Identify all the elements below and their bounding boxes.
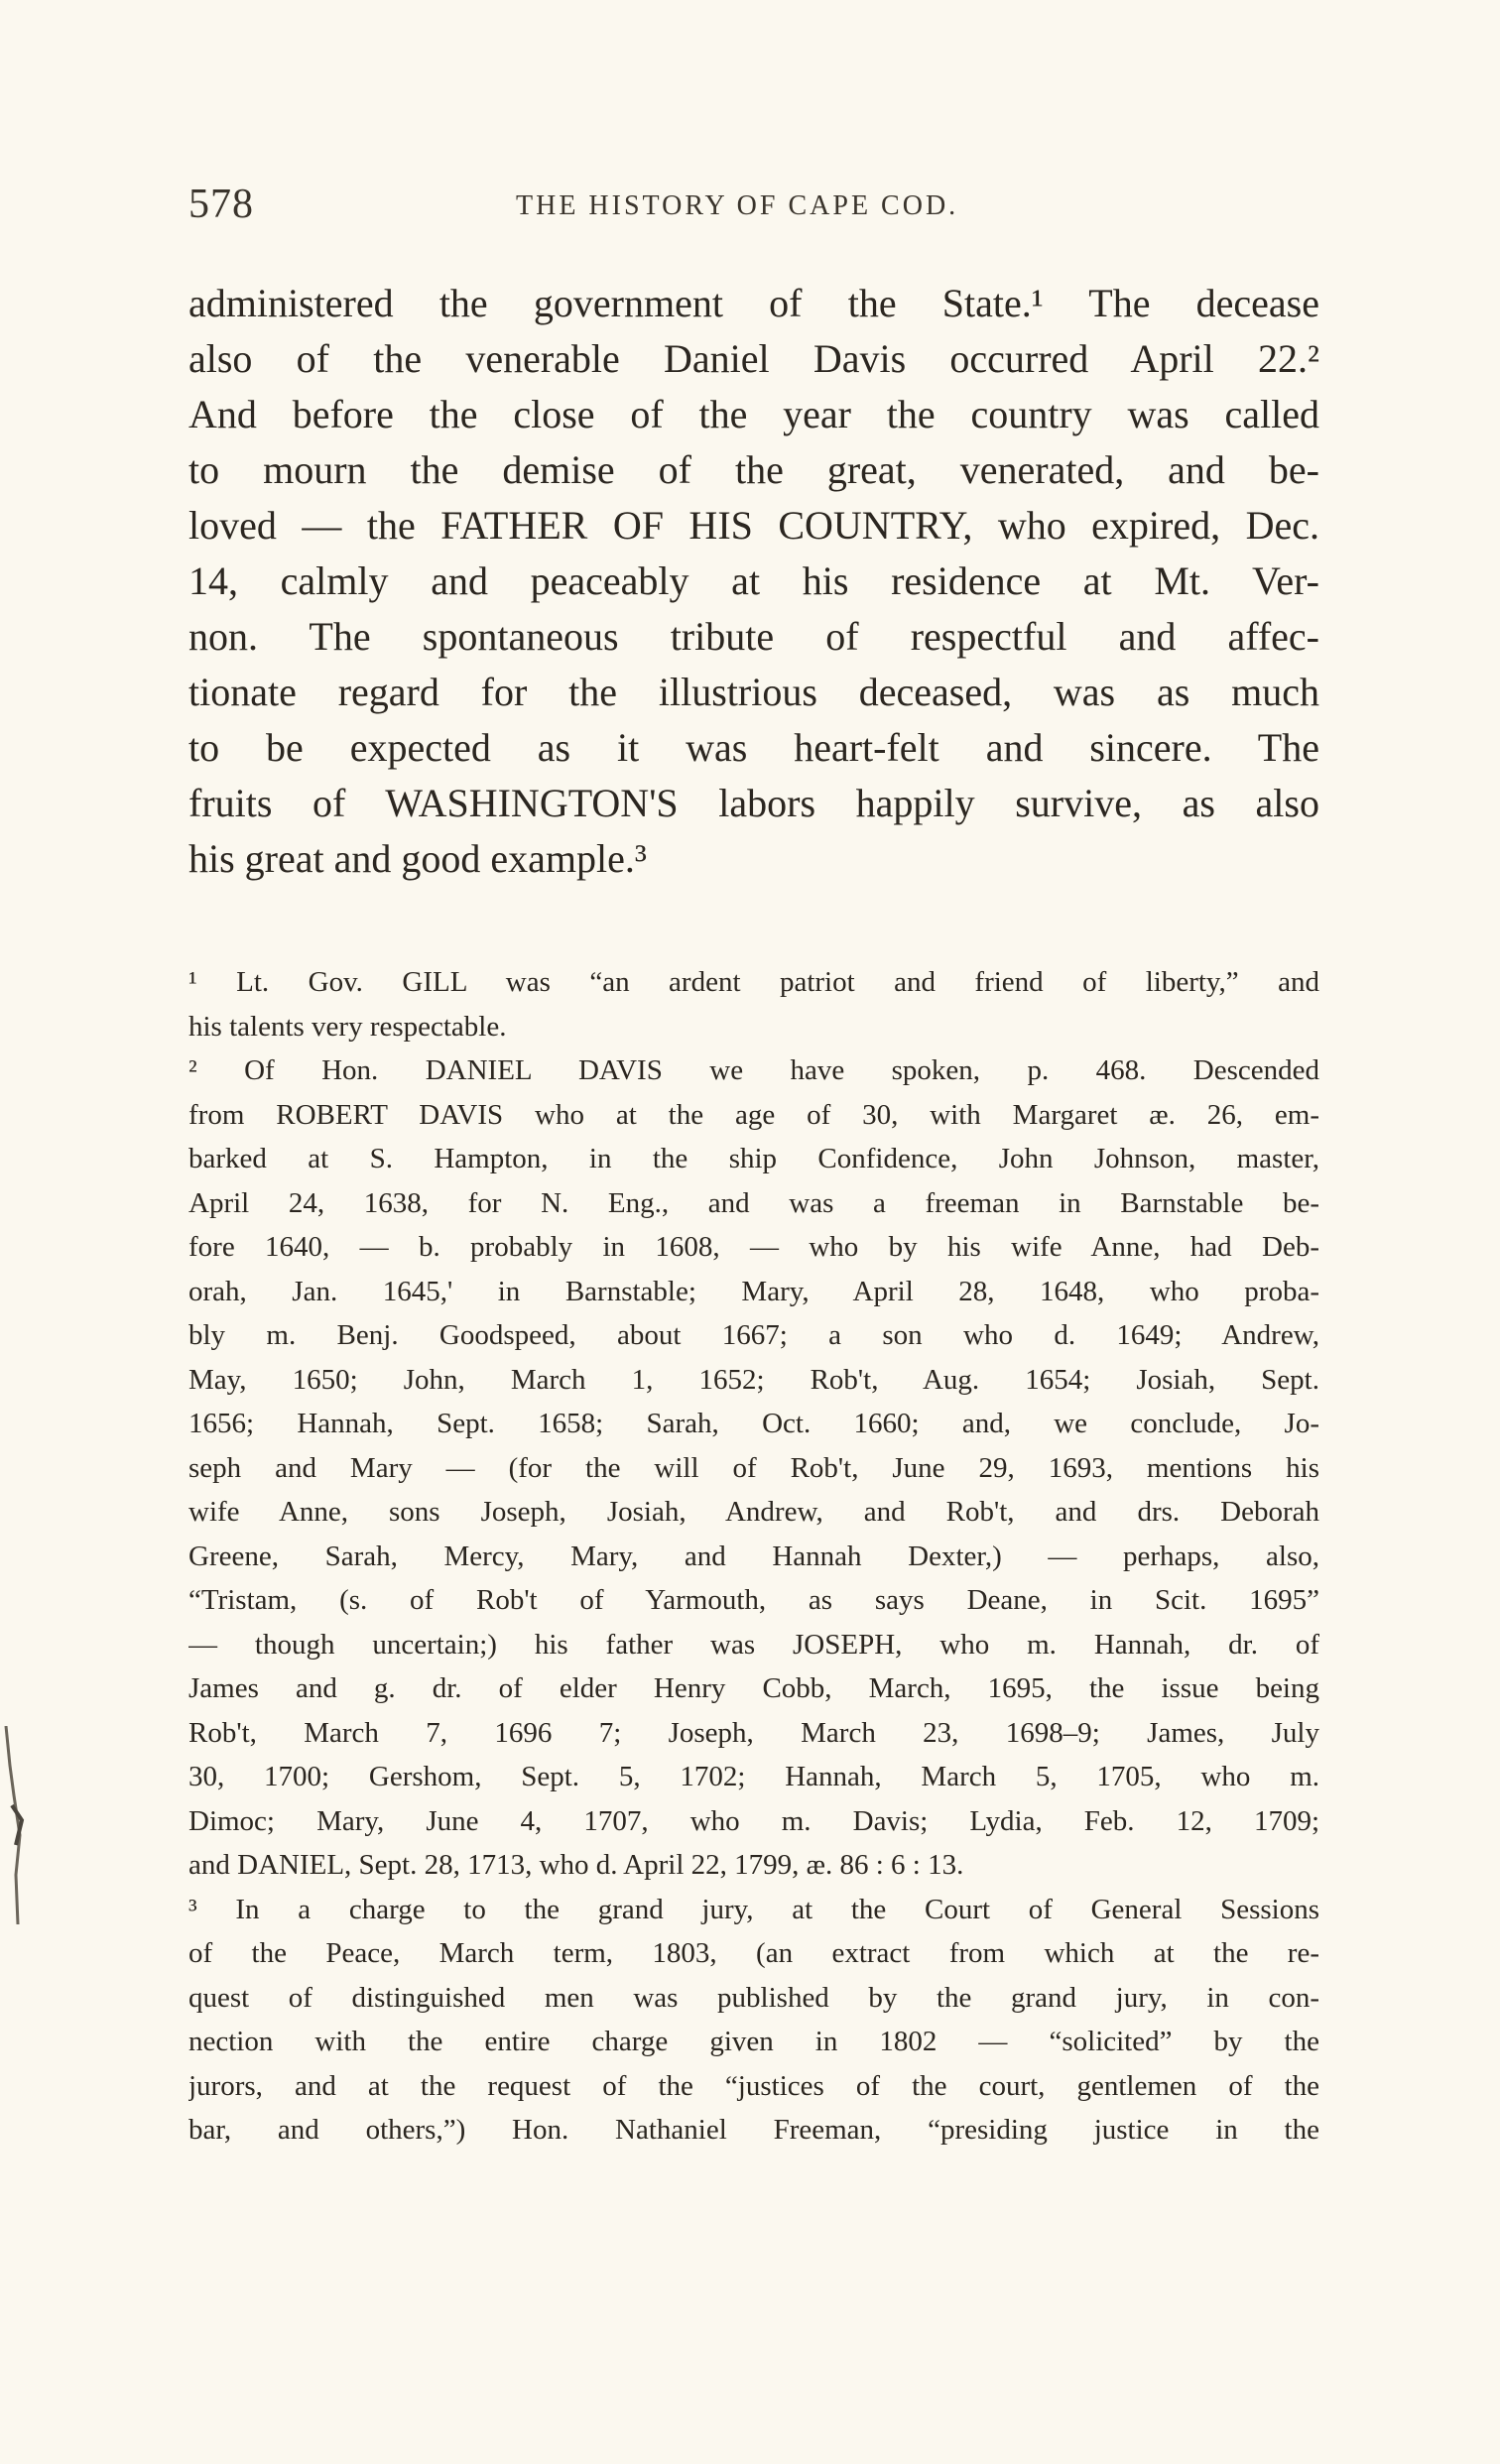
footnote-line: James and g. dr. of elder Henry Cobb, March, 1695, the issue being <box>188 1672 1319 1704</box>
body-line: also of the venerable Daniel Davis occurred April 22.² <box>188 336 1319 381</box>
body-line: 14, calmly and peaceably at his residence at Mt. Ver- <box>188 558 1319 603</box>
body-line: non. The spontaneous tribute of respectful and affec- <box>188 614 1319 659</box>
footnote-line: jurors, and at the request of the “justices of the court, gentlemen of the <box>188 2069 1319 2102</box>
body-line: And before the close of the year the country was called <box>188 392 1319 436</box>
footnote-line: barked at S. Hampton, in the ship Confidence, John Johnson, master, <box>188 1143 1319 1174</box>
footnote-line: and DANIEL, Sept. 28, 1713, who d. April 22, 1799, æ. 86 : 6 : 13. <box>188 1849 964 1881</box>
footnote-line: 30, 1700; Gershom, Sept. 5, 1702; Hannah, March 5, 1705, who m. <box>188 1761 1319 1792</box>
body-line: administered the government of the State.¹ The decease <box>188 281 1319 325</box>
footnote-line: “Tristam, (s. of Rob't of Yarmouth, as says Deane, in Scit. 1695” <box>188 1584 1319 1616</box>
footnote-line: ³ In a charge to the grand jury, at the Court of General Sessions <box>188 1893 1319 1925</box>
footnote-line: ² Of Hon. DANIEL DAVIS we have spoken, p. 468. Descended <box>188 1054 1319 1086</box>
footnote-line: bly m. Benj. Goodspeed, about 1667; a son who d. 1649; Andrew, <box>188 1319 1319 1351</box>
footnote-line: fore 1640, — b. probably in 1608, — who by his wife Anne, had Deb- <box>188 1231 1319 1263</box>
footnote-line: quest of distinguished men was published by the grand jury, in con- <box>188 1981 1319 2014</box>
footnotes <box>188 960 1319 2153</box>
body-line: to mourn the demise of the great, venerated, and be- <box>188 447 1319 492</box>
footnote-line: April 24, 1638, for N. Eng., and was a freeman in Barnstable be- <box>188 1186 1319 1219</box>
footnote-line: of the Peace, March term, 1803, (an extract from which at the re- <box>188 1937 1319 1969</box>
running-title: THE HISTORY OF CAPE COD. <box>516 190 959 221</box>
footnote-line: orah, Jan. 1645,' in Barnstable; Mary, April 28, 1648, who proba- <box>188 1275 1319 1307</box>
body-line: fruits of WASHINGTON'S labors happily survive, as also <box>188 781 1319 825</box>
footnote-line: Dimoc; Mary, June 4, 1707, who m. Davis; Lydia, Feb. 12, 1709; <box>188 1804 1319 1837</box>
body-line: his great and good example.³ <box>188 836 647 881</box>
footnote-line: Greene, Sarah, Mercy, Mary, and Hannah Dexter,) — perhaps, also, <box>188 1540 1319 1572</box>
running-head <box>188 181 1319 240</box>
footnote-line: nection with the entire charge given in 1802 — “solicited” by the <box>188 2026 1319 2057</box>
footnote-line: seph and Mary — (for the will of Rob't, June 29, 1693, mentions his <box>188 1451 1319 1484</box>
footnote-line: Rob't, March 7, 1696 7; Joseph, March 23, 1698–9; James, July <box>188 1716 1319 1749</box>
footnote-line: wife Anne, sons Joseph, Josiah, Andrew, and Rob't, and drs. Deborah <box>188 1496 1319 1528</box>
body-line: tionate regard for the illustrious deceased, was as much <box>188 670 1319 714</box>
body-line: loved — the FATHER OF HIS COUNTRY, who expired, Dec. <box>188 503 1319 548</box>
footnote-line: 1656; Hannah, Sept. 1658; Sarah, Oct. 1660; and, we conclude, Jo- <box>188 1408 1319 1439</box>
footnote-line: bar, and others,”) Hon. Nathaniel Freeman, “presiding justice in the <box>188 2114 1319 2146</box>
footnote-line: May, 1650; John, March 1, 1652; Rob't, Aug. 1654; Josiah, Sept. <box>188 1363 1319 1396</box>
footnote-line: his talents very respectable. <box>188 1010 507 1043</box>
page-number: 578 <box>188 182 254 227</box>
footnote-line: from ROBERT DAVIS who at the age of 30, with Margaret æ. 26, em- <box>188 1098 1319 1131</box>
footnote-line: ¹ Lt. Gov. GILL was “an ardent patriot and friend of liberty,” and <box>188 966 1319 998</box>
binding-thread-mark <box>0 1726 26 1924</box>
body-paragraph <box>188 276 1319 887</box>
footnote-line: — though uncertain;) his father was JOSEPH, who m. Hannah, dr. of <box>188 1628 1319 1661</box>
body-line: to be expected as it was heart-felt and sincere. The <box>188 725 1319 770</box>
